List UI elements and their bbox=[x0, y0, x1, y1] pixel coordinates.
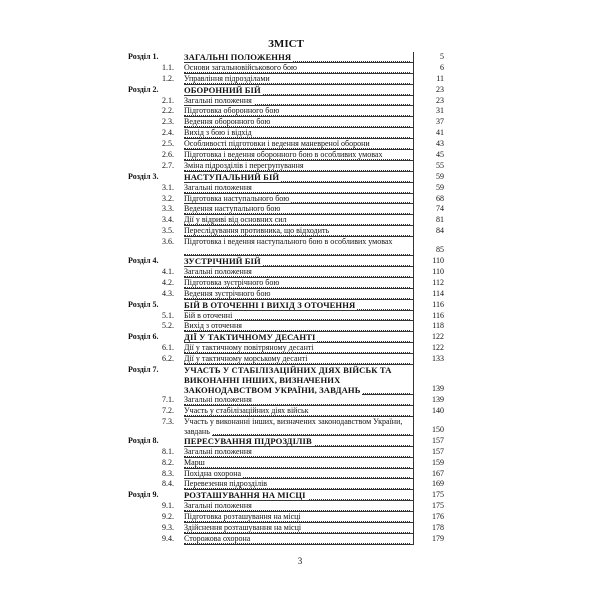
toc-subsection-row bbox=[128, 395, 444, 406]
toc-section-row bbox=[128, 490, 444, 501]
toc-entry-number: 2.4. bbox=[162, 128, 174, 138]
toc-subsection-row bbox=[128, 183, 444, 194]
toc-entry-title: Загальні положення bbox=[184, 182, 252, 192]
toc-entry-number: 2.3. bbox=[162, 117, 174, 127]
toc-entry-title: НАСТУПАЛЬНИЙ БІЙ bbox=[184, 171, 280, 182]
toc-entry-number: 6.2. bbox=[162, 354, 174, 364]
toc-subsection-row bbox=[128, 150, 444, 161]
toc-entry-page: 176 bbox=[432, 512, 444, 522]
toc-entry-page: 175 bbox=[432, 490, 444, 500]
toc-entry-title: Дії у відриві від основних сил bbox=[184, 215, 287, 225]
toc-entry-number: 8.3. bbox=[162, 468, 174, 478]
toc-entry-title: Загальні положення bbox=[184, 95, 252, 105]
toc-entry-page: 139 bbox=[432, 384, 444, 394]
toc-entry-page: 122 bbox=[432, 343, 444, 353]
toc-entry-number: 2.5. bbox=[162, 139, 174, 149]
toc-subsection-row bbox=[128, 417, 444, 436]
toc-entry-page: 59 bbox=[436, 171, 444, 181]
toc-entry-page: 84 bbox=[436, 226, 444, 236]
toc-entry-page: 175 bbox=[432, 501, 444, 511]
toc-entry-number: Розділ 9. bbox=[128, 490, 159, 500]
toc-entry-title: Участь у виконанні інших, визначених законодавством України, завдань bbox=[184, 416, 403, 436]
toc-entry-number: 4.2. bbox=[162, 277, 174, 287]
toc-subsection-row bbox=[128, 63, 444, 74]
toc-section-row bbox=[128, 85, 444, 96]
toc-entry-title: Здійснення розташування на місці bbox=[184, 522, 302, 532]
toc-subsection-row bbox=[128, 512, 444, 523]
row-divider bbox=[184, 544, 414, 545]
toc-section-row bbox=[128, 332, 444, 343]
toc-entry-number: 2.1. bbox=[162, 95, 174, 105]
table-of-contents bbox=[128, 38, 444, 545]
toc-subsection-row bbox=[128, 469, 444, 480]
toc-entry-number: 4.1. bbox=[162, 267, 174, 277]
toc-subsection-row bbox=[128, 311, 444, 322]
toc-title: ЗМІСТ bbox=[268, 38, 304, 50]
toc-entry-title: Дії у тактичному морському десанті bbox=[184, 354, 308, 364]
toc-entry-number: 6.1. bbox=[162, 343, 174, 353]
toc-entry-title: Перевезення підрозділів bbox=[184, 479, 268, 489]
toc-entry-number: 3.6. bbox=[162, 237, 174, 247]
toc-subsection-row bbox=[128, 534, 444, 545]
toc-entry-number: 2.6. bbox=[162, 150, 174, 160]
toc-section-row bbox=[128, 365, 444, 395]
toc-entry-title: БІЙ В ОТОЧЕННІ І ВИХІД З ОТОЧЕННЯ bbox=[184, 299, 356, 310]
toc-entry-number: 3.3. bbox=[162, 204, 174, 214]
toc-entry-number: Розділ 6. bbox=[128, 332, 159, 342]
toc-entry-page: 167 bbox=[432, 468, 444, 478]
toc-entry-page: 116 bbox=[432, 310, 444, 320]
toc-subsection-row bbox=[128, 106, 444, 117]
toc-entry-number: 7.1. bbox=[162, 395, 174, 405]
toc-section-row bbox=[128, 256, 444, 267]
toc-entry-title: Вихід з оточення bbox=[184, 321, 242, 331]
toc-entry-page: 150 bbox=[432, 424, 444, 434]
toc-entry-page: 74 bbox=[436, 204, 444, 214]
toc-subsection-row bbox=[128, 447, 444, 458]
toc-section-row bbox=[128, 52, 444, 63]
toc-subsection-row bbox=[128, 128, 444, 139]
toc-subsection-row bbox=[128, 354, 444, 365]
toc-entry-title: Переслідування противника, що відходить bbox=[184, 226, 330, 236]
column-divider bbox=[413, 365, 414, 395]
column-divider bbox=[413, 237, 414, 256]
toc-entry-page: 5 bbox=[440, 52, 444, 61]
toc-entry-page: 31 bbox=[436, 106, 444, 116]
toc-subsection-row bbox=[128, 278, 444, 289]
toc-entry-page: 179 bbox=[432, 533, 444, 543]
toc-subsection-row bbox=[128, 204, 444, 215]
toc-entry-title: Загальні положення bbox=[184, 395, 252, 405]
toc-entry-page: 81 bbox=[436, 215, 444, 225]
toc-subsection-row bbox=[128, 343, 444, 354]
toc-entry-number: Розділ 5. bbox=[128, 299, 159, 309]
toc-entry-page: 41 bbox=[436, 128, 444, 138]
toc-entry-page: 139 bbox=[432, 395, 444, 405]
toc-entry-page: 133 bbox=[432, 354, 444, 364]
toc-entry-title: Вихід з бою і відхід bbox=[184, 128, 252, 138]
toc-entry-title: Ведення зустрічного бою bbox=[184, 288, 271, 298]
toc-entry-title: Основи загальновійськового бою bbox=[184, 62, 298, 72]
toc-entry-number: 9.4. bbox=[162, 533, 174, 543]
toc-section-row bbox=[128, 436, 444, 447]
toc-entry-title: Марш bbox=[184, 457, 205, 467]
toc-entry-page: 55 bbox=[436, 160, 444, 170]
toc-entry-number: 8.4. bbox=[162, 479, 174, 489]
toc-entry-title: Підготовка і ведення оборонного бою в особливих умовах bbox=[184, 150, 383, 160]
toc-entry-page: 23 bbox=[436, 95, 444, 105]
toc-entry-page: 157 bbox=[432, 435, 444, 445]
toc-entry-page: 112 bbox=[432, 277, 444, 287]
toc-entry-number: Розділ 8. bbox=[128, 435, 159, 445]
toc-entry-number: 8.1. bbox=[162, 446, 174, 456]
toc-entry-page: 68 bbox=[436, 193, 444, 203]
toc-subsection-row bbox=[128, 215, 444, 226]
toc-entry-title: Підготовка наступального бою bbox=[184, 193, 290, 203]
toc-entry-number: 4.3. bbox=[162, 288, 174, 298]
toc-subsection-row bbox=[128, 96, 444, 107]
toc-entry-number: 5.1. bbox=[162, 310, 174, 320]
toc-entry-title: Підготовка і ведення наступального бою в особливих умовах bbox=[184, 237, 393, 247]
toc-entry-title: Управління підрозділами bbox=[184, 73, 270, 83]
toc-entry-title: Участь у стабілізаційних діях військ bbox=[184, 405, 309, 415]
column-divider bbox=[413, 417, 414, 436]
toc-entry-page: 157 bbox=[432, 446, 444, 456]
toc-entry-title: ПЕРЕСУВАННЯ ПІДРОЗДІЛІВ bbox=[184, 435, 312, 446]
toc-entry-page: 178 bbox=[432, 522, 444, 532]
toc-entry-title: ЗУСТРІЧНИЙ БІЙ bbox=[184, 256, 261, 267]
toc-subsection-row bbox=[128, 194, 444, 205]
toc-entry-page: 159 bbox=[432, 457, 444, 467]
toc-subsection-row bbox=[128, 117, 444, 128]
toc-entry-title: Ведення оборонного бою bbox=[184, 117, 271, 127]
toc-entry-number: 9.1. bbox=[162, 501, 174, 511]
toc-entry-title: ЗАГАЛЬНІ ПОЛОЖЕННЯ bbox=[184, 52, 292, 62]
toc-entry-title: Ведення наступального бою bbox=[184, 204, 281, 214]
toc-entry-title: Похідна охорона bbox=[184, 468, 242, 478]
toc-entry-page: 23 bbox=[436, 84, 444, 94]
toc-subsection-row bbox=[128, 406, 444, 417]
toc-entry-title: РОЗТАШУВАННЯ НА МІСЦІ bbox=[184, 490, 306, 501]
toc-subsection-row bbox=[128, 161, 444, 172]
toc-entry-page: 114 bbox=[432, 288, 444, 298]
toc-entry-page: 110 bbox=[432, 267, 444, 277]
toc-entry-title: Дії у тактичному повітряному десанті bbox=[184, 343, 314, 353]
toc-entry-title: Підготовка оборонного бою bbox=[184, 106, 280, 116]
toc-entry-number: Розділ 3. bbox=[128, 171, 159, 181]
toc-subsection-row bbox=[128, 237, 444, 256]
toc-subsection-row bbox=[128, 226, 444, 237]
toc-entry-title: ОБОРОННИЙ БІЙ bbox=[184, 84, 261, 95]
toc-entry-page: 85 bbox=[436, 245, 444, 255]
toc-subsection-row bbox=[128, 289, 444, 300]
toc-entry-page: 122 bbox=[432, 332, 444, 342]
toc-subsection-row bbox=[128, 479, 444, 490]
toc-entry-title: Загальні положення bbox=[184, 501, 252, 511]
toc-entry-number: Розділ 4. bbox=[128, 256, 159, 266]
toc-entry-number: 7.2. bbox=[162, 405, 174, 415]
toc-entry-page: 59 bbox=[436, 182, 444, 192]
toc-entry-number: 9.2. bbox=[162, 512, 174, 522]
toc-subsection-row bbox=[128, 501, 444, 512]
toc-subsection-row bbox=[128, 74, 444, 85]
toc-entry-page: 6 bbox=[440, 62, 444, 72]
toc-entry-page: 11 bbox=[436, 73, 444, 83]
toc-subsection-row bbox=[128, 458, 444, 469]
toc-entry-number: 5.2. bbox=[162, 321, 174, 331]
toc-entry-number: 1.2. bbox=[162, 73, 174, 83]
toc-entry-number: 7.3. bbox=[162, 416, 174, 426]
toc-entry-title: Загальні положення bbox=[184, 267, 252, 277]
toc-entry-number: 9.3. bbox=[162, 522, 174, 532]
toc-entry-title: Загальні положення bbox=[184, 446, 252, 456]
toc-entry-number: 2.7. bbox=[162, 160, 174, 170]
toc-entry-page: 140 bbox=[432, 405, 444, 415]
toc-subsection-row bbox=[128, 321, 444, 332]
toc-entry-page: 169 bbox=[432, 479, 444, 489]
toc-entry-page: 43 bbox=[436, 139, 444, 149]
toc-section-row bbox=[128, 172, 444, 183]
toc-entry-number: Розділ 2. bbox=[128, 84, 159, 94]
toc-section-row bbox=[128, 300, 444, 311]
toc-subsection-row bbox=[128, 523, 444, 534]
toc-entry-number: Розділ 1. bbox=[128, 52, 159, 61]
toc-entry-page: 110 bbox=[432, 256, 444, 266]
toc-entry-title: ДІЇ У ТАКТИЧНОМУ ДЕСАНТІ bbox=[184, 332, 316, 343]
toc-entry-number: 3.4. bbox=[162, 215, 174, 225]
toc-entry-title: Особливості підготовки і ведення маневреної оборони bbox=[184, 139, 370, 149]
toc-entry-title: Бій в оточенні bbox=[184, 310, 233, 320]
toc-entry-page: 116 bbox=[432, 299, 444, 309]
toc-entry-page: 37 bbox=[436, 117, 444, 127]
toc-entry-title: Сторожова охорона bbox=[184, 533, 251, 543]
toc-entry-number: 3.5. bbox=[162, 226, 174, 236]
toc-entry-title: Підготовка зустрічного бою bbox=[184, 277, 280, 287]
toc-subsection-row bbox=[128, 139, 444, 150]
page-number: 3 bbox=[297, 556, 303, 566]
toc-entry-number: Розділ 7. bbox=[128, 365, 159, 375]
toc-entry-page: 45 bbox=[436, 150, 444, 160]
toc-entry-number: 3.2. bbox=[162, 193, 174, 203]
toc-entry-title: Підготовка розташування на місці bbox=[184, 512, 301, 522]
toc-entry-title: УЧАСТЬ У СТАБІЛІЗАЦІЙНИХ ДІЯХ ВІЙСЬК ТА ВИКОНАННІ ІНШИХ, ВИЗНАЧЕНИХ ЗАКОНОДАВСТВОМ УКРАЇНИ, ЗАВДАНЬ bbox=[184, 365, 392, 396]
toc-subsection-row bbox=[128, 267, 444, 278]
toc-entry-number: 3.1. bbox=[162, 182, 174, 192]
toc-entries bbox=[128, 52, 444, 545]
toc-entry-page: 118 bbox=[432, 321, 444, 331]
toc-entry-number: 1.1. bbox=[162, 62, 174, 72]
toc-entry-title: Зміна підрозділів і перегрупування bbox=[184, 160, 304, 170]
toc-entry-number: 8.2. bbox=[162, 457, 174, 467]
toc-entry-number: 2.2. bbox=[162, 106, 174, 116]
